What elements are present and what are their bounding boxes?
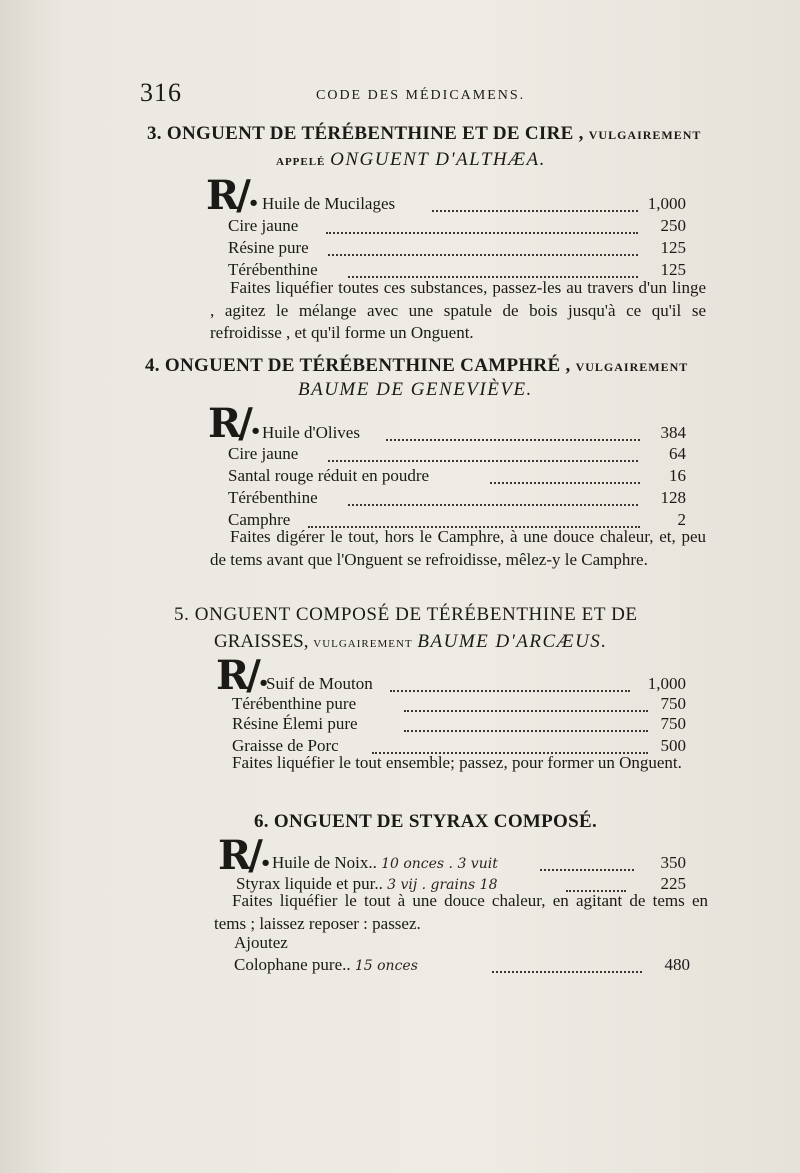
ingredient-quantity: 250 bbox=[660, 216, 686, 235]
recipe-symbol: R/• bbox=[208, 400, 262, 447]
ingredient-row bbox=[228, 488, 686, 510]
ingredient-row bbox=[234, 955, 690, 977]
ingredient-row bbox=[228, 238, 686, 260]
instructions-text: Faites liquéfier le tout ensemble; passez, pour former un Onguent. bbox=[232, 753, 682, 772]
ingredient-row bbox=[266, 674, 686, 696]
ingredient-quantity: 500 bbox=[660, 736, 686, 755]
handwritten-note: 10 onces . 3 vuit bbox=[381, 856, 498, 872]
ingredient-quantity: 750 bbox=[660, 694, 686, 713]
ingredient-quantity: 384 bbox=[660, 423, 686, 442]
ingredient-name: Térébenthine pure bbox=[232, 694, 357, 713]
page-number: 316 bbox=[140, 78, 182, 107]
ingredient-quantity: 1,000 bbox=[647, 194, 686, 213]
section-subtitle: BAUME DE GENEVIÈVE. bbox=[298, 379, 533, 400]
ingredient-name: Cire jaune bbox=[228, 444, 299, 463]
ingredient-quantity: 64 bbox=[669, 444, 686, 463]
recipe-symbol: R/• bbox=[206, 172, 260, 219]
ingredient-name: Suif de Mouton bbox=[266, 674, 373, 693]
ingredient-name: Térébenthine bbox=[228, 488, 318, 507]
section-title: 6. ONGUENT DE STYRAX COMPOSÉ. bbox=[254, 811, 597, 832]
ingredient-name: Santal rouge réduit en poudre bbox=[228, 466, 430, 485]
section-title: 3. ONGUENT DE TÉRÉBENTHINE ET DE CIRE , VULGAIREMENT bbox=[147, 123, 702, 144]
section-title: 4. ONGUENT DE TÉRÉBENTHINE CAMPHRÉ , VULGAIREMENT bbox=[145, 355, 689, 376]
ingredient-quantity: 128 bbox=[660, 488, 686, 507]
ingredient-row bbox=[232, 694, 686, 716]
ingredient-name: Styrax liquide et pur.. 3 vij . grains 18 bbox=[236, 874, 498, 893]
ingredient-row bbox=[272, 853, 686, 875]
ingredient-name: Cire jaune bbox=[228, 216, 299, 235]
ingredient-name: Huile de Noix.. 10 onces . 3 vuit bbox=[272, 853, 498, 872]
ingredient-quantity: 480 bbox=[664, 955, 690, 974]
ingredient-quantity: 750 bbox=[660, 714, 686, 733]
instructions-text: Faites liquéfier le tout à une douce chaleur, en agitant de tems en tems ; laissez reposer : passez. bbox=[214, 891, 708, 933]
ingredient-name: Huile d'Olives bbox=[262, 423, 360, 442]
ingredient-quantity: 2 bbox=[677, 510, 686, 529]
ingredient-row bbox=[228, 466, 686, 488]
instructions-text: Faites liquéfier toutes ces substances, passez-les au travers d'un linge , agitez le mélange avec une spatule de bois jusqu'à ce qu'il se refroidisse , et qu'il forme un Onguent. bbox=[210, 278, 706, 342]
instructions-text: Faites digérer le tout, hors le Camphre, à une douce chaleur, et, peu de tems avant que l'Onguent se refroidisse, mêlez-y le Camphre. bbox=[210, 527, 706, 569]
ingredient-quantity: 125 bbox=[660, 260, 686, 279]
ingredient-row bbox=[262, 423, 686, 445]
section-subtitle: APPELÉ ONGUENT D'ALTHÆA. bbox=[276, 149, 546, 170]
ingredient-quantity: 125 bbox=[660, 238, 686, 257]
recipe-symbol: R/• bbox=[218, 832, 272, 879]
ingredient-name: Térébenthine bbox=[228, 260, 318, 279]
ingredient-name: Huile de Mucilages bbox=[262, 194, 396, 213]
recipe-symbol: R/• bbox=[216, 652, 270, 699]
ingredient-name: Résine pure bbox=[228, 238, 309, 257]
handwritten-note: 3 vij . grains 18 bbox=[387, 877, 498, 893]
ingredient-name: Graisse de Porc bbox=[232, 736, 339, 755]
running-head: CODE DES MÉDICAMENS. bbox=[316, 88, 526, 103]
handwritten-note: 15 onces bbox=[354, 958, 418, 974]
ingredient-quantity: 1,000 bbox=[647, 674, 686, 693]
section-subtitle: GRAISSES, VULGAIREMENT BAUME D'ARCÆUS. bbox=[214, 631, 608, 652]
section-title: 5. ONGUENT COMPOSÉ DE TÉRÉBENTHINE ET DE bbox=[174, 604, 638, 625]
ingredient-row bbox=[262, 194, 686, 216]
ingredient-row bbox=[228, 444, 686, 466]
ingredient-row bbox=[232, 714, 686, 736]
ingredient-name: Résine Élemi pure bbox=[232, 714, 358, 733]
ingredient-name: Camphre bbox=[228, 510, 291, 529]
ingredient-quantity: 225 bbox=[660, 874, 686, 893]
ingredient-row bbox=[228, 216, 686, 238]
page-header bbox=[140, 78, 720, 108]
ingredient-name: Colophane pure.. 15 onces bbox=[234, 955, 418, 974]
addition-label: Ajoutez bbox=[234, 933, 288, 952]
ingredient-quantity: 350 bbox=[660, 853, 686, 872]
ingredient-quantity: 16 bbox=[669, 466, 686, 485]
